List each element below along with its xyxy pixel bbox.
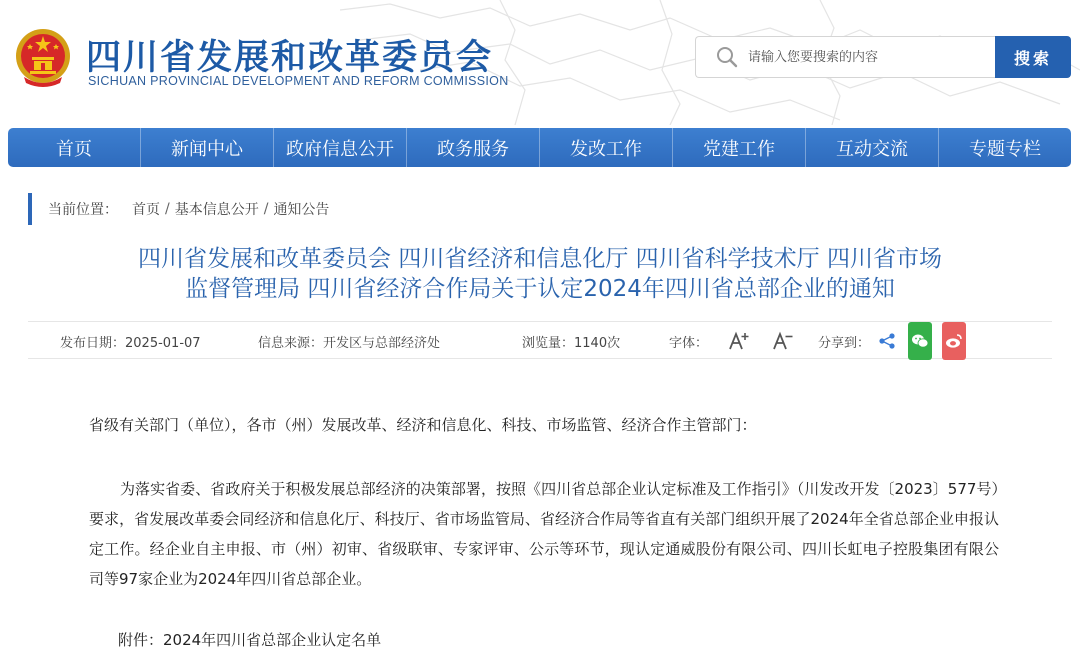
article-greeting: 省级有关部门（单位），各市（州）发展改革、经济和信息化、科技、市场监管、经济合作主管部门： <box>89 416 757 434</box>
nav-item-interaction[interactable]: 互动交流 <box>806 128 939 167</box>
article-title <box>40 244 1040 304</box>
site-subtitle: SICHUAN PROVINCIAL DEVELOPMENT AND REFORM COMMISSION <box>88 74 509 88</box>
font-increase-icon[interactable] <box>728 322 750 360</box>
share-icon[interactable] <box>878 322 896 360</box>
article-title-line2: 监督管理局 四川省经济合作局关于认定2024年四川省总部企业的通知 <box>185 276 895 302</box>
publish-date: 发布日期：2025-01-07 <box>60 335 201 351</box>
nav-item-work[interactable]: 发改工作 <box>540 128 673 167</box>
main-nav <box>8 128 1071 167</box>
site-title[interactable]: 四川省发展和改革委员会 <box>86 38 494 78</box>
site-header <box>0 0 1080 125</box>
search-icon <box>716 46 738 68</box>
font-size-label: 字体： <box>669 335 709 351</box>
view-count: 浏览量：1140次 <box>522 335 621 351</box>
wechat-share-icon[interactable] <box>908 322 932 360</box>
search-button[interactable]: 搜索 <box>995 36 1071 78</box>
article-title-line1: 四川省发展和改革委员会 四川省经济和信息化厅 四川省科学技术厅 四川省市场 <box>138 246 942 272</box>
breadcrumb-label: 当前位置： <box>48 202 118 218</box>
share-label: 分享到： <box>818 335 871 351</box>
breadcrumb-separator: / <box>263 201 269 217</box>
breadcrumb-separator: / <box>165 201 170 217</box>
breadcrumb-notices[interactable]: 通知公告 <box>273 202 330 218</box>
article-body-paragraph: 为落实省委、省政府关于积极发展总部经济的决策部署，按照《四川省总部企业认定标准及工作指引》（川发改开发〔2023〕577号）要求，省发展改革委会同经济和信息化厅、科技厅、省市场监管局、省经济合作局等省直有关部门组织开展了2024年全省总部企业申报认定工作。经企业自主申报、市（州）初审、省级联审、专家评审、公示等环节，现认定通威股份有限公司、四川长虹电子控股集团有限公司等97家企业为2024年四川省总部企业。 <box>89 480 999 588</box>
breadcrumb-basic-info[interactable]: 基本信息公开 <box>174 202 259 218</box>
nav-item-gov-info[interactable]: 政府信息公开 <box>274 128 407 167</box>
breadcrumb <box>28 193 329 225</box>
weibo-share-icon[interactable] <box>942 322 966 360</box>
nav-item-news[interactable]: 新闻中心 <box>141 128 274 167</box>
search-input[interactable] <box>748 50 978 65</box>
national-emblem-icon <box>14 27 72 89</box>
nav-item-topics[interactable]: 专题专栏 <box>969 138 1041 160</box>
font-size-controls <box>669 322 794 360</box>
breadcrumb-home[interactable]: 首页 <box>132 202 160 218</box>
article-meta-bar <box>28 321 1052 359</box>
attachment-link[interactable]: 附件：2024年四川省总部企业认定名单 <box>118 631 382 649</box>
font-decrease-icon[interactable] <box>772 322 794 360</box>
search-box <box>695 36 995 78</box>
share-controls <box>818 322 966 360</box>
nav-item-home[interactable]: 首页 <box>8 128 141 167</box>
nav-item-party[interactable]: 党建工作 <box>673 128 806 167</box>
nav-item-services[interactable]: 政务服务 <box>407 128 540 167</box>
info-source: 信息来源：开发区与总部经济处 <box>258 335 441 351</box>
